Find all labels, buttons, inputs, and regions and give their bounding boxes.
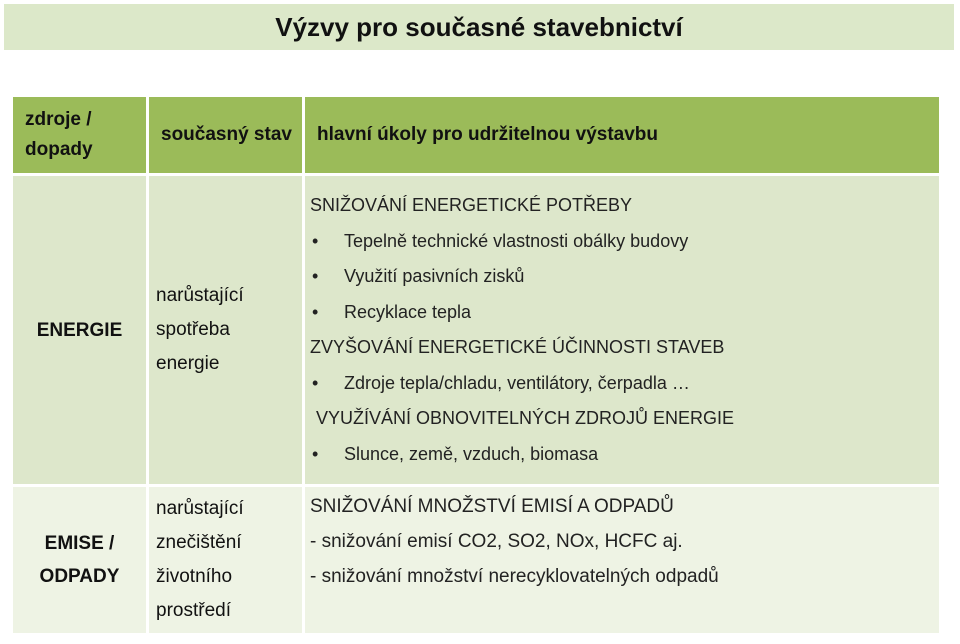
table-header-row <box>13 97 939 173</box>
task-bullet: • Tepelně technické vlastnosti obálky budovy <box>310 224 939 260</box>
title-bar <box>4 4 954 50</box>
task-bullet: • Využití pasivních zisků <box>310 259 939 295</box>
header-current-state: současný stav <box>149 97 302 173</box>
table-row-emissions <box>13 487 939 633</box>
task-heading: ZVYŠOVÁNÍ ENERGETICKÉ ÚČINNOSTI STAVEB <box>310 337 725 357</box>
task-bullet: • Slunce, země, vzduch, biomasa <box>310 437 939 473</box>
task-bullet: • Recyklace tepla <box>310 295 939 331</box>
table-row-energy <box>13 176 939 484</box>
row-label-emissions: EMISE / ODPADY <box>13 487 146 633</box>
row-label-energy: ENERGIE <box>13 176 146 484</box>
task-item: - snižování emisí CO2, SO2, NOx, HCFC aj. <box>310 531 683 552</box>
header-col1-line: zdroje / <box>25 109 92 130</box>
task-heading: SNIŽOVÁNÍ ENERGETICKÉ POTŘEBY <box>310 195 633 215</box>
task-heading: SNIŽOVÁNÍ MNOŽSTVÍ EMISÍ A ODPADŮ <box>310 496 674 517</box>
tasks-energy <box>305 176 939 484</box>
task-heading: VYUŽÍVÁNÍ OBNOVITELNÝCH ZDROJŮ ENERGIE <box>316 408 735 428</box>
tasks-emissions <box>305 487 939 633</box>
state-emissions: narůstající znečištění životního prostředí <box>149 487 302 633</box>
header-col1-line: dopady <box>25 139 93 160</box>
task-bullet: • Zdroje tepla/chladu, ventilátory, čerpadla … <box>310 366 939 402</box>
page-title: Výzvy pro současné stavebnictví <box>275 11 683 42</box>
header-main-tasks: hlavní úkoly pro udržitelnou výstavbu <box>305 97 939 173</box>
challenges-table <box>10 94 942 636</box>
task-item: - snižování množství nerecyklovatelných odpadů <box>310 566 719 587</box>
header-resources-impacts <box>13 97 146 173</box>
state-energy: narůstající spotřeba energie <box>149 176 302 484</box>
